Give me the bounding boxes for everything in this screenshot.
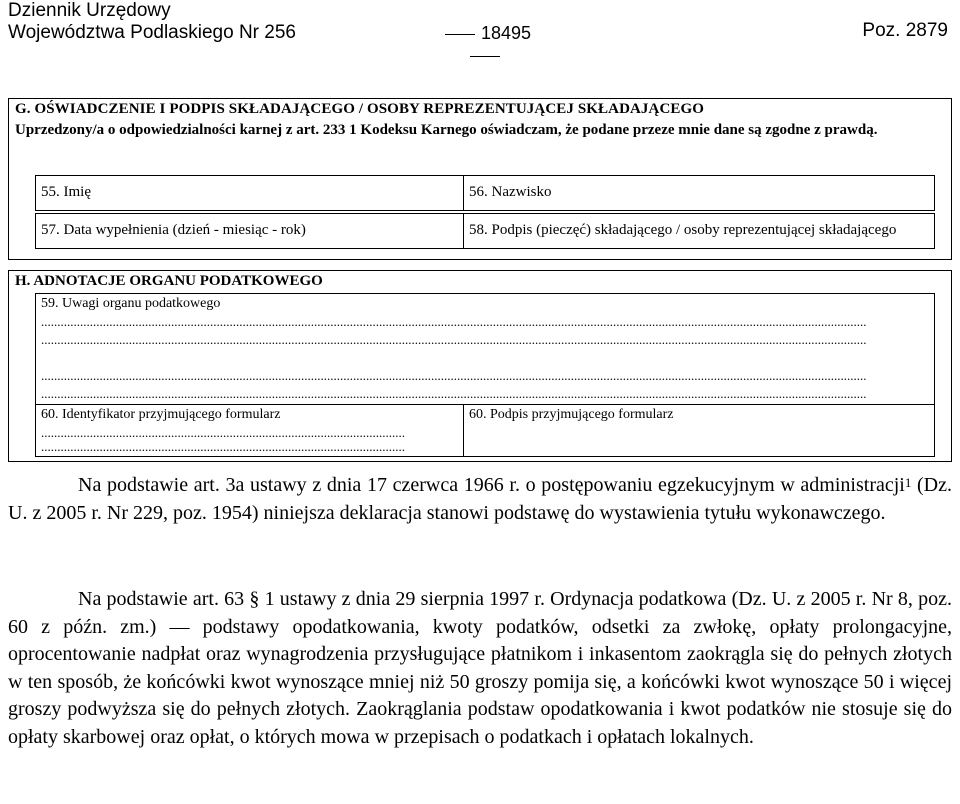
rounding-paragraph: Na podstawie art. 63 § 1 ustawy z dnia 29 sierpnia 1997 r. Ordynacja podatkowa (Dz. U. z 2005 r. Nr 8, poz. 60 z późn. zm.) — podstawy opodatkowania, kwoty podatków, odsetki za zwłokę, opłaty prolongacyjne, oprocentowanie nadpłat oraz wynagrodzenia przysługujące płatnikom i inkasentom zaokrągla się do pełnych złotych w ten sposób, że końcówki kwot wynoszące mniej niż 50 groszy pomija się, a końcówki kwot wynoszące 50 i więcej groszy podwyższa się do pełnych złotych. Zaokrąglania podstaw opodatkowania i kwot podatków nie stosuje się do opłaty skarbowej oraz opłat, o których mowa w przepisach o podatkach i opłatach lokalnych. (8, 588, 952, 748)
receiver-row (35, 405, 935, 457)
receiver-id-label: 60. Identyfikator przyjmującego formularz (41, 407, 281, 422)
section-g-declaration (8, 98, 952, 260)
footnote-marker: 1 (904, 475, 912, 490)
enforcement-text-b: (Dz. U. z 2005 r. Nr 229, poz. 1954) niniejsza deklaracja stanowi podstawę do wystawienia tytułu wykonawczego. (8, 474, 952, 524)
fill-date-field[interactable] (36, 214, 464, 248)
dotted-line: .............................................................................................................................................................................................................................................................. (41, 368, 867, 383)
dash-right (470, 56, 500, 57)
dotted-line: .............................................................................................................................................................................................................................................................. (41, 386, 867, 401)
enforcement-text-a: Na podstawie art. 3a ustawy z dnia 17 czerwca 1966 r. o postępowaniu egzekucyjnym w administracji (78, 474, 905, 496)
section-g-description: Uprzedzony/a o odpowiedzialności karnej z art. 233 1 Kodeksu Karnego oświadczam, że podane przeze mnie dane są zgodne z prawdą. (15, 122, 878, 138)
date-signature-row (35, 213, 935, 249)
enforcement-paragraph (8, 472, 952, 527)
remarks-label: 59. Uwagi organu podatkowego (41, 296, 221, 311)
signature-field[interactable] (464, 214, 934, 248)
receiver-signature-label: 60. Podpis przyjmującego formularz (469, 407, 674, 422)
journal-header (8, 0, 296, 44)
first-name-field[interactable] (36, 176, 464, 210)
receiver-id-field[interactable] (36, 405, 464, 456)
last-name-field[interactable] (464, 176, 934, 210)
page-number-block (430, 22, 540, 66)
receiver-signature-field[interactable] (464, 405, 934, 456)
dash-left (445, 34, 475, 35)
section-h-title: H. ADNOTACJE ORGANU PODATKOWEGO (15, 273, 323, 289)
dotted-line: .............................................................................................................................................................................................................................................................. (41, 314, 867, 329)
journal-subtitle: Województwa Podlaskiego Nr 256 (8, 22, 296, 43)
tax-office-remarks-field[interactable] (35, 293, 935, 405)
dotted-line: .............................................................................................................................................................................................................................................................. (41, 332, 867, 347)
journal-title: Dziennik Urzędowy (8, 0, 171, 21)
name-row (35, 175, 935, 211)
signature-label: 58. Podpis (pieczęć) składającego / osoby reprezentującej składającego (469, 222, 897, 238)
fill-date-label: 57. Data wypełnienia (dzień - miesiąc - rok) (41, 222, 306, 238)
position-number: Poz. 2879 (862, 20, 948, 41)
page-number: 18495 (480, 23, 532, 43)
dotted-line: ................................................................................................................ (41, 439, 405, 454)
section-g-title: G. OŚWIADCZENIE I PODPIS SKŁADAJĄCEGO / OSOBY REPREZENTUJĄCEJ SKŁADAJĄCEGO (15, 101, 705, 117)
section-h-annotations (8, 270, 952, 462)
dotted-line: ................................................................................................................ (41, 425, 405, 440)
first-name-label: 55. Imię (41, 184, 91, 200)
last-name-label: 56. Nazwisko (469, 184, 552, 200)
